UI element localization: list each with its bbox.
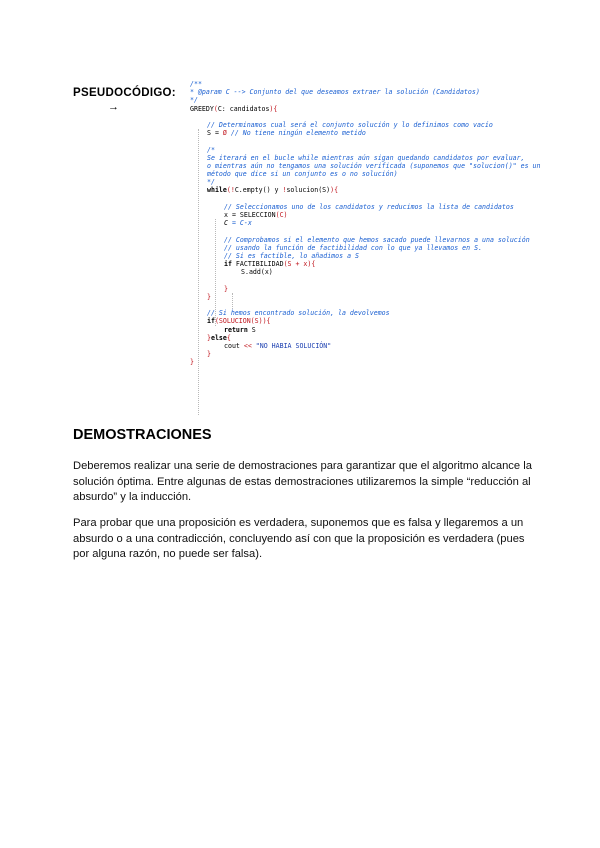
code-token: (	[226, 186, 231, 195]
code-line: * @param C --> Conjunto del que deseamos extraer la solución (Candidatos)	[190, 88, 480, 97]
code-line	[190, 317, 590, 325]
code-token: cout	[224, 342, 244, 350]
code-token: C.empty() y	[234, 186, 283, 195]
code-line: }	[224, 284, 228, 293]
pseudocode-heading: PSEUDOCÓDIGO:	[73, 87, 176, 99]
code-line	[190, 211, 590, 219]
code-line: método que dice si un conjunto es o no solución)	[207, 170, 398, 179]
code-line: /**	[190, 80, 202, 88]
code-line	[190, 260, 590, 268]
code-token: if	[207, 317, 215, 326]
code-line: }	[190, 358, 194, 367]
code-line: // Determinamos cual será el conjunto solución y lo definimos como vacío	[207, 120, 493, 129]
code-token: solucion(S)	[286, 186, 331, 195]
code-token: ){	[330, 186, 339, 195]
code-line	[190, 219, 590, 227]
code-line	[190, 105, 590, 113]
code-token: {	[226, 333, 231, 342]
code-line: */	[190, 96, 198, 105]
code-line: }	[207, 292, 211, 301]
code-line	[190, 326, 590, 334]
code-line: o mientras aún no tengamos una solución verificada (suponemos que "solucion()" es un	[207, 161, 541, 170]
code-token: FACTIBILIDAD	[231, 260, 284, 269]
code-token: (S + x){	[283, 260, 316, 269]
code-line: }	[207, 350, 211, 359]
paragraph: Deberemos realizar una serie de demostraciones para garantizar que el algoritmo alcance la solución óptima. Entre algunas de estas demostraciones utilizaremos la simple “reducción al absurdo” y la inducción.	[73, 460, 532, 503]
code-token: !	[230, 186, 235, 195]
code-line: Se iterará en el bucle while mientras aún sigan quedando candidatos por evaluar,	[207, 153, 525, 162]
arrow-icon: →	[108, 101, 119, 113]
code-line: */	[207, 178, 215, 187]
code-token: (SOLUCION(S)){	[214, 317, 271, 326]
code-token: (	[213, 104, 218, 113]
code-token: while	[207, 186, 227, 195]
code-line	[190, 129, 590, 137]
code-token: x = SELECCION	[224, 211, 276, 219]
code-token: S =	[207, 129, 223, 138]
paragraph: Para probar que una proposición es verdadera, suponemos que es falsa y llegaremos a un absurdo o a una contradicción, concluyendo así con que la proposición es verdadera (pues por alguna razón, no puede ser falsa).	[73, 517, 525, 560]
code-line: // Seleccionamos uno de los candidatos y reducimos la lista de candidatos	[224, 202, 514, 211]
code-line: // Comprobamos si el elemento que hemos sacado puede llevarnos a una solución	[224, 235, 530, 244]
code-token: }	[207, 333, 211, 342]
code-token: Ø	[222, 129, 227, 138]
code-token: <<	[243, 342, 252, 350]
code-line: S.add(x)	[241, 268, 273, 277]
code-token: (C)	[275, 211, 288, 219]
code-token: !	[282, 186, 287, 195]
code-token: else	[210, 333, 227, 342]
code-token: S	[247, 325, 256, 334]
code-token: return	[224, 325, 248, 334]
code-token: = C-x	[231, 219, 252, 228]
code-line	[190, 334, 590, 342]
code-token: GREEDY	[190, 104, 214, 113]
section-title: DEMOSTRACIONES	[73, 427, 212, 443]
code-line: /*	[207, 145, 215, 154]
code-line: // usando la función de factibilidad con lo que ya llevamos en S.	[224, 243, 483, 252]
code-line: // Si hemos encontrado solución, la devolvemos	[207, 309, 390, 318]
code-line: // Si es factible, lo añadimos a S	[224, 251, 359, 260]
code-token: C	[224, 219, 232, 228]
code-token: if	[224, 260, 232, 269]
code-line	[190, 342, 590, 350]
code-line	[190, 186, 590, 194]
code-block	[190, 80, 590, 367]
code-token: ){	[269, 104, 278, 113]
code-token: // No tiene ningún elemento metido	[226, 129, 366, 138]
code-token: C: candidatos	[217, 104, 270, 113]
code-token: "NO HABIA SOLUCIÓN"	[251, 342, 332, 350]
